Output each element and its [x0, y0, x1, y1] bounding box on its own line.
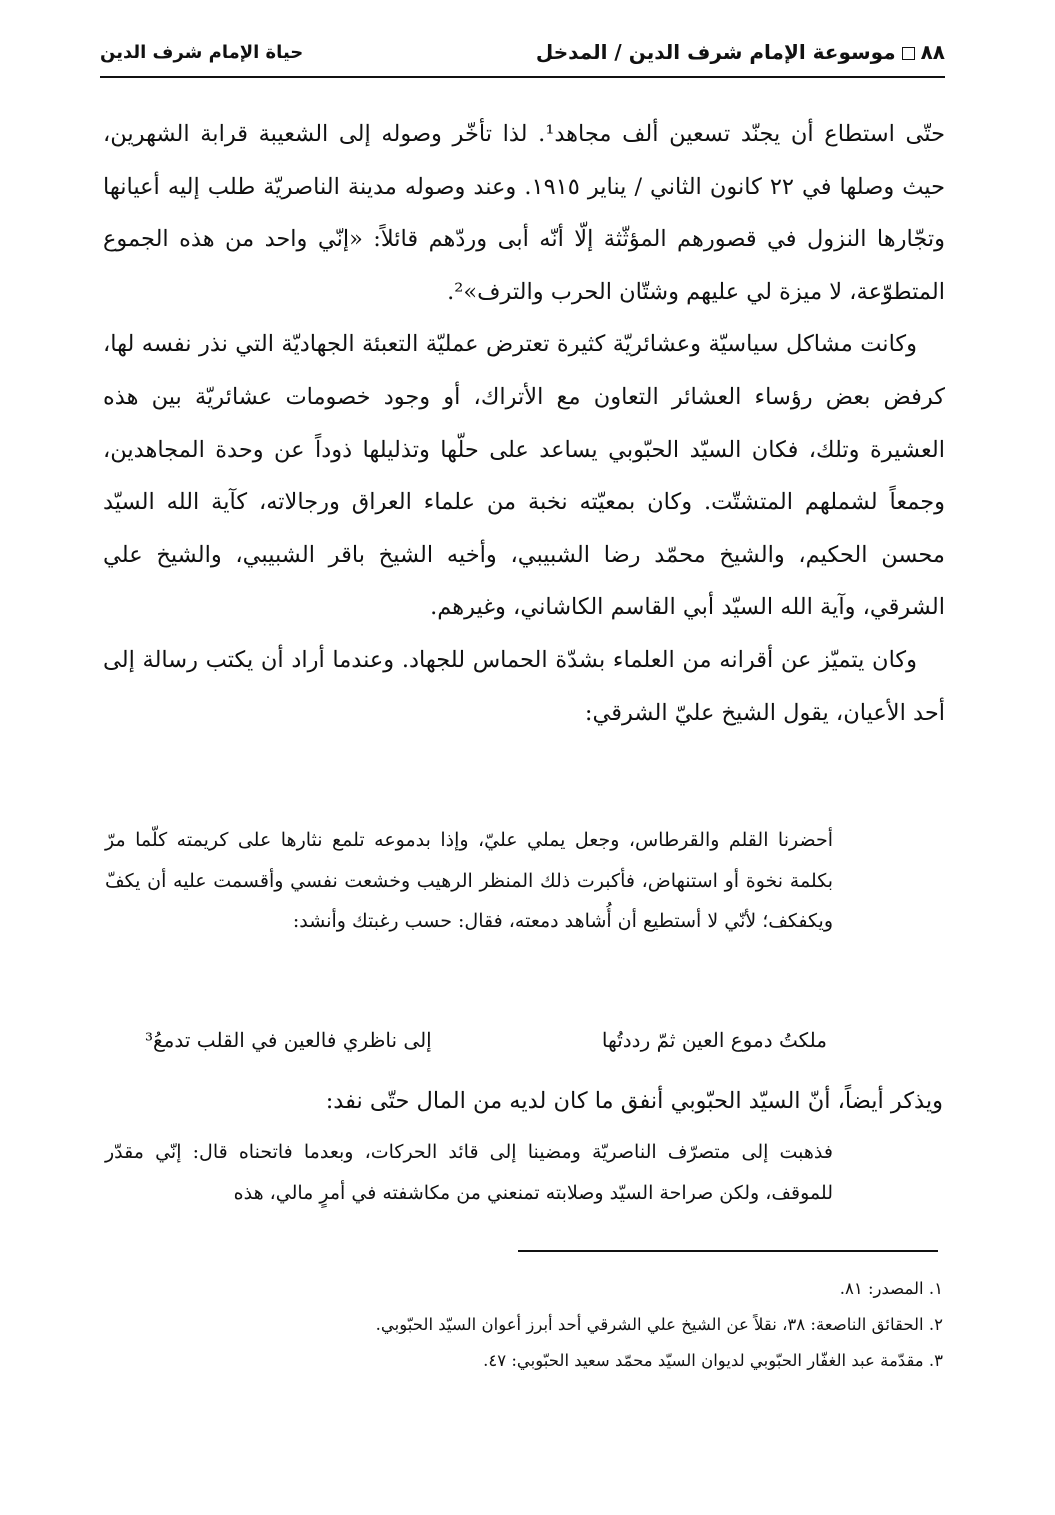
- paragraph-2: وكانت مشاكل سياسيّة وعشائريّة كثيرة تعترض عمليّة التعبئة الجهاديّة التي نذر نفسه لها، كرفض بعض رؤساء العشائر التعاون مع الأتراك، أو وجود خصومات عشائريّة بين هذه العشيرة وتلك، فكان السيّد الحبّوبي يساعد على حلّها وتذليلها ذوداً عن وحدة المجاهدين، وجمعاً لشملهم المتشتّت. وكان بمعيّته نخبة من علماء العراق ورجالاته، كآية الله السيّد محسن الحكيم، والشيخ محمّد رضا الشبيبي، وأخيه الشيخ باقر الشبيبي، والشيخ علي الشرقي، وآية الله السيّد أبي القاسم الكاشاني، وغيرهم.: [103, 331, 945, 621]
- poem-verse: [145, 1028, 827, 1068]
- main-text: [103, 108, 945, 739]
- paragraph-3: وكان يتميّز عن أقرانه من العلماء بشدّة الحماس للجهاد. وعندما أراد أن يكتب رسالة إلى أحد الأعيان، يقول الشيخ عليّ الشرقي:: [103, 646, 945, 726]
- header-divider: [100, 76, 945, 78]
- footnote-3: ٣. مقدّمة عبد الغفّار الحبّوبي لديوان السيّد محمّد سعيد الحبّوبي: ٤٧.: [483, 1351, 943, 1370]
- page-number: ٨٨: [920, 40, 945, 64]
- block-quote-1: أحضرنا القلم والقرطاس، وجعل يملي عليّ، وإذا بدموعه تلمع نثارها على كريمته كلّما مرّ بكلمة نخوة أو استنهاض، فأكبرت ذلك المنظر الرهيب وخشعت نفسي وأقسمت عليه أن يكفّ ويكفكف؛ لأنّي لا أستطيع أن أُشاهد دمعته، فقال: حسب رغبتك وأنشد:: [105, 829, 833, 932]
- square-ornament-icon: [902, 47, 915, 60]
- footnote-divider: [518, 1250, 938, 1252]
- running-header: [100, 40, 945, 76]
- block-quote-2: فذهبت إلى متصرّف الناصريّة ومضينا إلى قائد الحركات، وبعدما فاتحناه قال: إنّي مقدّر للموقف، ولكن صراحة السيّد وصلابته تمنعني من مكاشفته في أمرٍ مالي، هذه: [105, 1141, 833, 1204]
- paragraph-1: حتّى استطاع أن يجنّد تسعين ألف مجاهد¹. لذا تأخّر وصوله إلى الشعيبة قرابة الشهرين، حيث وصلها في ٢٢ كانون الثاني / يناير ١٩١٥. وعند وصوله مدينة الناصريّة طلب إليه أعيانها وتجّارها النزول في قصورهم المؤثّثة إلّا أنّه أبى وردّهم قائلاً: «إنّي واحد من هذه الجموع المتطوّعة، لا ميزة لي عليهم وشتّان الحرب والترف»².: [103, 121, 946, 305]
- footnote-2: ٢. الحقائق الناصعة: ٣٨، نقلاً عن الشيخ علي الشرقي أحد أبرز أعوان السيّد الحبّوبي.: [375, 1315, 943, 1334]
- footnote-1: ١. المصدر: ٨١.: [839, 1279, 943, 1298]
- section-title: حياة الإمام شرف الدين: [100, 42, 304, 63]
- poem-second-hemistich: إلى ناظري فالعين في القلب تدمعُ³: [145, 1028, 432, 1052]
- poem-first-hemistich: ملكتُ دموع العين ثمّ رددتُها: [601, 1028, 827, 1052]
- paragraph-4: ويذكر أيضاً، أنّ السيّد الحبّوبي أنفق ما كان لديه من المال حتّى نفد:: [325, 1088, 943, 1114]
- header-right: [536, 40, 945, 64]
- book-title: موسوعة الإمام شرف الدين / المدخل: [535, 40, 896, 64]
- footnotes: [103, 1271, 943, 1379]
